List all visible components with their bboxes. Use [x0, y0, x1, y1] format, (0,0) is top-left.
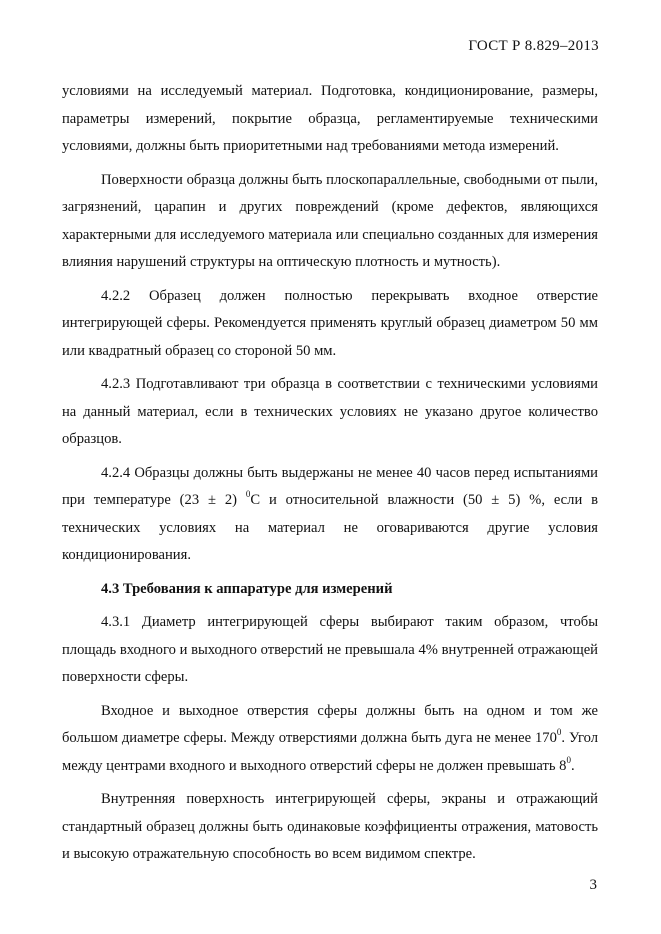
- paragraph-4-2-4-text-b: С и относительной влажности (50 ± 5) %, если в технических условиях на материал не оговариваются другие условия кондиционирования.: [62, 492, 599, 563]
- degree-superscript-angle: 0: [566, 754, 571, 765]
- paragraph-4-2-4: [62, 460, 598, 570]
- paragraph-4-2-2: 4.2.2 Образец должен полностью перекрывать входное отверстие интегрирующей сферы. Рекомендуется применять круглый образец диаметром 50 мм или квадратный образец со стороной 50 мм.: [62, 287, 598, 359]
- document-header-standard-number: ГОСТ Р 8.829–2013: [468, 38, 599, 54]
- paragraph-sample-surfaces: Поверхности образца должны быть плоскопараллельные, свободными от пыли, загрязнений, царапин и других повреждений (кроме дефектов, являющихся характерными для исследуемого материала или специально созданных для измерения влияния нарушений структуры на оптическую плотность и мутность).: [62, 171, 598, 270]
- page-number: 3: [589, 877, 597, 893]
- paragraph-openings-text-a: Входное и выходное отверстия сферы должны быть на одном и том же большом диаметре сферы. Между отверстиями должна быть дуга не менее 170: [62, 702, 598, 746]
- degree-superscript-arc: 0: [556, 727, 562, 738]
- section-heading-4-3: 4.3 Требования к аппаратуре для измерений: [101, 580, 393, 597]
- document-body: [62, 78, 598, 875]
- paragraph-continuation: условиями на исследуемый материал. Подготовка, кондиционирование, размеры, параметры измерений, покрытие образца, регламентируемые техническими условиями, должны быть приоритетными над требованиями метода измерений.: [62, 83, 598, 154]
- paragraph-4-2-4-text-a: 4.2.4 Образцы должны быть выдержаны не менее 40 часов перед испытаниями при температуре (23 ± 2): [62, 464, 598, 508]
- paragraph-openings-text-c: .: [570, 757, 575, 774]
- degree-superscript: 0: [245, 489, 251, 500]
- paragraph-4-2-3: 4.2.3 Подготавливают три образца в соответствии с техническими условиями на данный материал, если в технических условиях не указано другое количество образцов.: [62, 376, 598, 447]
- paragraph-inner-surface: Внутренняя поверхность интегрирующей сферы, экраны и отражающий стандартный образец должны быть одинаковые коэффициенты отражения, матовость и высокую отражательную способность во всем видимом спектре.: [62, 791, 598, 862]
- paragraph-openings-text-b: . Угол между центрами входного и выходного отверстий сферы не должен превышать 8: [62, 730, 598, 774]
- paragraph-4-3-1: 4.3.1 Диаметр интегрирующей сферы выбирают таким образом, чтобы площадь входного и выходного отверстий не превышала 4% внутренней отражающей поверхности сферы.: [62, 614, 598, 685]
- paragraph-sphere-openings: [62, 698, 598, 781]
